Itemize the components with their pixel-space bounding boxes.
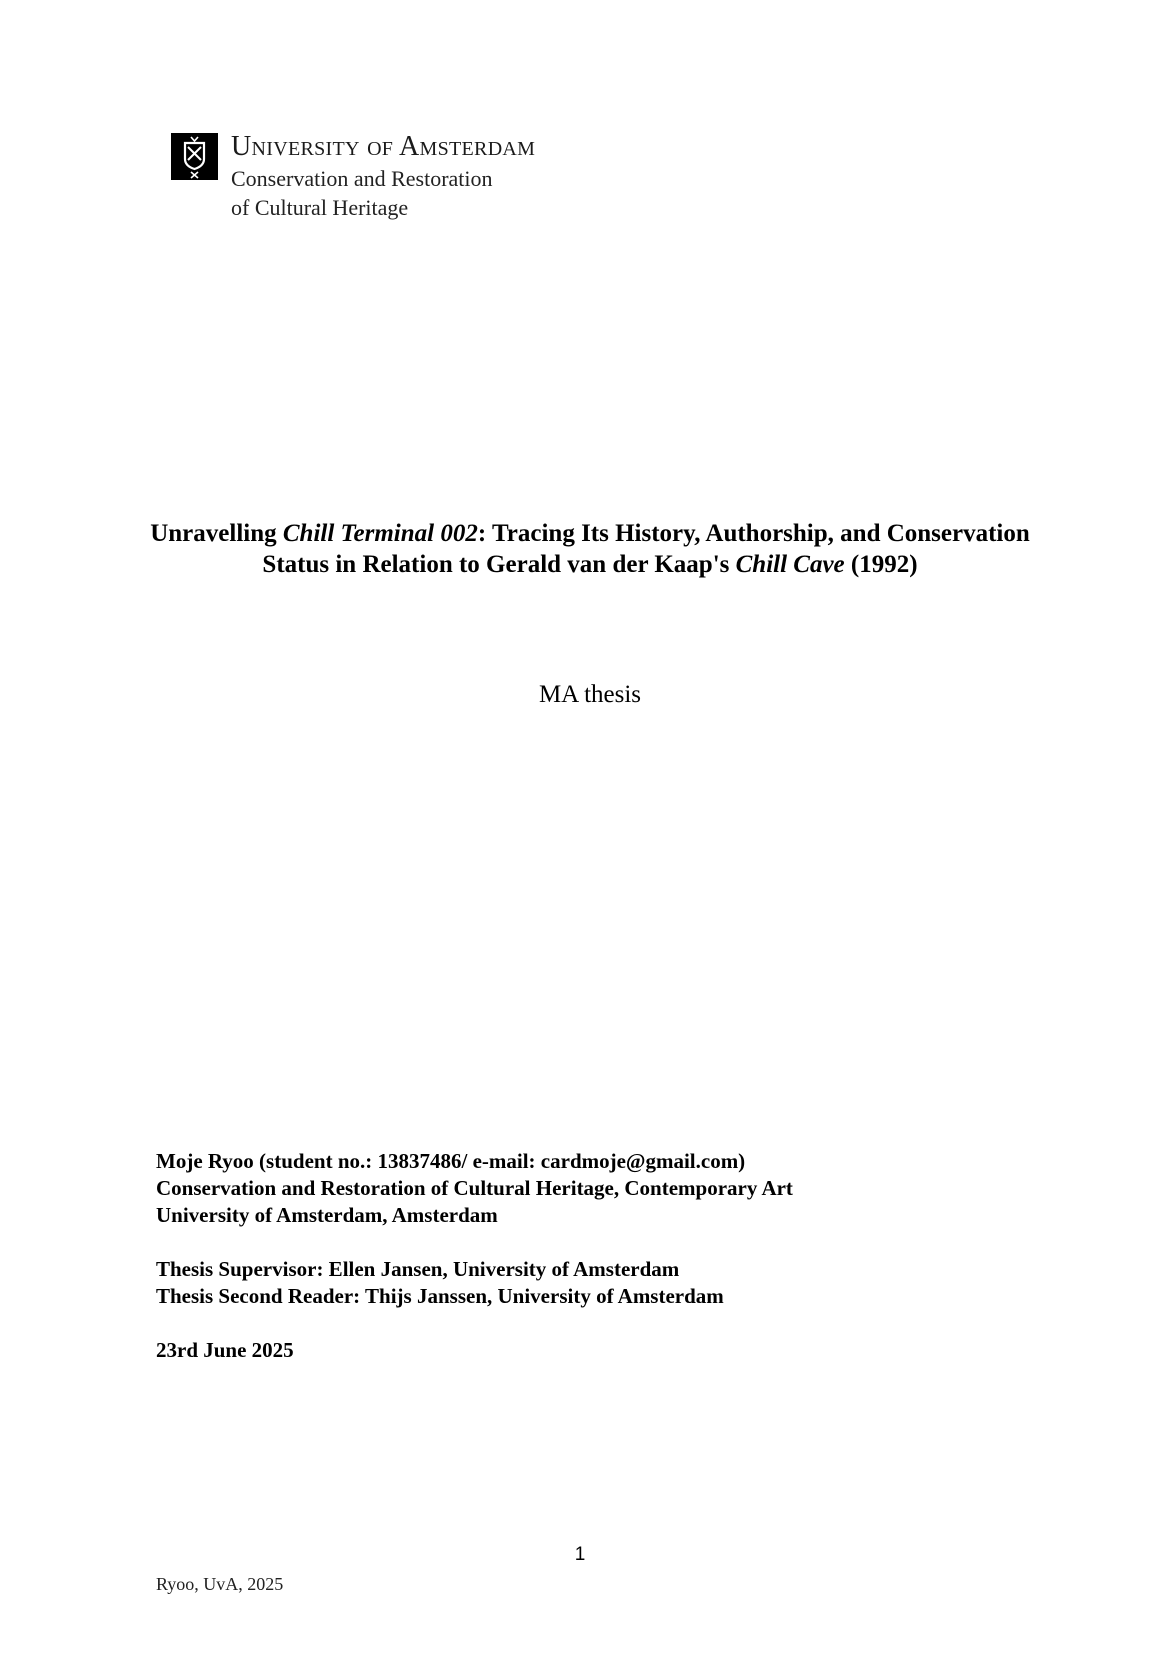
author-line: Moje Ryoo (student no.: 13837486/ e-mail: cardmoje@gmail.com) <box>156 1149 746 1173</box>
title-part-3: (1992) <box>844 551 918 578</box>
program-line: Conservation and Restoration of Cultural Heritage, Contemporary Art <box>156 1176 793 1200</box>
date-line: 23rd June 2025 <box>156 1338 294 1362</box>
university-name: University of Amsterdam <box>231 131 536 162</box>
thesis-title <box>120 518 1060 580</box>
thesis-type: MA thesis <box>538 681 642 708</box>
supervisor-line: Thesis Supervisor: Ellen Jansen, University of Amsterdam <box>156 1257 680 1281</box>
page-footer: Ryoo, UvA, 2025 <box>156 1574 284 1594</box>
title-italic-1: Chill Terminal 002 <box>282 520 478 547</box>
second-reader-line: Thesis Second Reader: Thijs Janssen, University of Amsterdam <box>156 1284 724 1308</box>
page-number: 1 <box>574 1544 586 1565</box>
department-line-1: Conservation and Restoration <box>231 166 493 191</box>
title-part-2: : Tracing Its History, Authorship, and Conservation Status in Relation to Gerald van der Kaap's <box>262 520 1030 578</box>
university-logo <box>171 133 535 223</box>
author-info-block <box>156 1148 793 1364</box>
uva-shield-logo-icon <box>171 133 218 180</box>
title-part-1: Unravelling <box>150 520 283 547</box>
title-italic-2: Chill Cave <box>735 551 845 578</box>
logo-text <box>231 132 535 223</box>
institution-line: University of Amsterdam, Amsterdam <box>156 1203 498 1227</box>
department-line-2: of Cultural Heritage <box>231 195 409 220</box>
